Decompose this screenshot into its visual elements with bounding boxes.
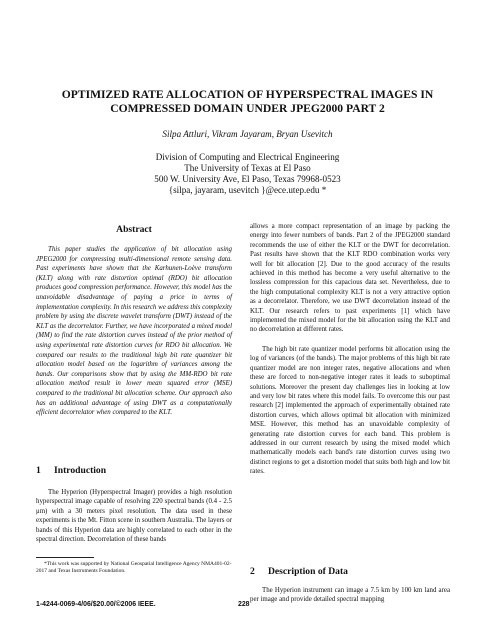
footnote: *This work was supported by National Geospatial Intelligence Agency NMA401-02-2017 and Texas Instruments Foundation. [36,561,232,575]
paragraph: allows a more compact representation of an image by packing the energy into fewer numbers of bands. Part 2 of the JPEG2000 standard recommends the use of either the KLT or the DWT for decorrelation. Past results have shown that the KLT RDO combination works very well for bit allocation [2]. Due to the good accuracy of the results achieved in this method has become a very useful alternative to the lossless compression for this capacious data set. Nevertheless, due to the high computational complexity KLT is not a very attractive option as a decorrelator. Therefore, we use DWT decorrelation instead of the KLT. Our research refers to past experiments [1] which have implemented the mixed model for the bit allocation using the KLT and no decorrelation at different rates. [250,223,450,334]
author-emails: {silpa, jayaram, usevitch }@ece.utep.edu * [168,185,327,196]
section-2-heading [250,566,348,578]
abstract-heading: Abstract [116,224,152,235]
abstract-text: This paper studies the application of bit allocation using JPEG2000 for compressing multi-dimensional remote sensing data. Past experiments have shown that the Karhunen-Loève transform (KLT) along with rate distortion optimal (RDO) bit allocation produces good compression performance. However, this model has the unavoidable disadvantage of paying a price in terms of implementation complexity. In this research we address this complexity problem by using the discrete wavelet transform (DWT) instead of the KLT as the decorrelator. Further, we have incorporated a mixed model (MM) to find the rate distortion curves instead of the prior method of using experimental rate distortion curves for RDO bit allocation. We compared our results to the traditional high bit rate quantizer bit allocation model based on the logarithm of variances among the bands. Our comparisons show that by using the MM-RDO bit rate allocation method result in lower mean squared error (MSE) compared to the traditional bit allocation scheme. Our approach also has an additional advantage of using DWT as a computationally efficient decorrelator when compared to the KLT. [36,246,232,417]
affiliation-block [40,152,455,196]
affiliation-line: The University of Texas at El Paso [184,163,311,174]
section-title: Description of Data [268,566,348,577]
right-column [250,222,450,477]
section-1-heading [36,465,106,477]
copyright-footer: 1-4244-0069-4/06/$20.00/©2006 IEEE. [36,601,156,608]
paragraph: The high bit rate quantizer model performs bit allocation using the log of variances (of the bands). The major problems of this high bit rate quantizer model are non integer rates, negative allocations and when these are forced to non-negative integer rates it leads to suboptimal solutions. Moreover the present day challenges lies in looking at low and very low bit rates where this model fails. To overcome this our past research [2] implemented the approach of experimentally obtained rate distortion curves, which allows optimal bit allocation with minimized MSE. However, this method has an unavoidable complexity of generating rate distortion curves for each band. This problem is addressed in our current research by using the mixed model which mathematically models each band's rate distortion curves using two distinct regions to get a distortion model that suits both high and low bit rates. [250,345,450,476]
section-number: 1 [36,465,41,476]
section-title: Introduction [54,465,107,476]
affiliation-line: Division of Computing and Electrical Engineering [155,152,340,162]
page-number: 228 [238,601,250,608]
footnote-rule [36,557,94,558]
section-number: 2 [250,566,255,577]
paper-title [40,88,455,117]
affiliation-line: 500 W. University Ave, El Paso, Texas 79968-0523 [154,174,341,185]
title-line-2: COMPRESSED DOMAIN UNDER JPEG2000 PART 2 [110,102,385,116]
abstract-section [36,224,232,418]
introduction-text: The Hyperion (Hyperspectral Imager) provides a high resolution hyperspectral image capable of resolving 220 spectral bands (0.4 - 2.5 μm) with a 30 meters pixel resolution. The data used in these experiments is the Mt. Fitton scene in southern Australia. The layers or bands of this Hyperion data are highly correlated to each other in the spectral direction. Decorrelation of these bands [36,489,232,544]
title-line-1: OPTIMIZED RATE ALLOCATION OF HYPERSPECTRAL IMAGES IN [61,88,434,101]
data-description-text: The Hyperion instrument can image a 7.5 km by 100 km land area per image and provide detailed spectral mapping [250,587,450,604]
author-list: Silpa Attluri, Vikram Jayaram, Bryan Usevitch [162,129,333,139]
